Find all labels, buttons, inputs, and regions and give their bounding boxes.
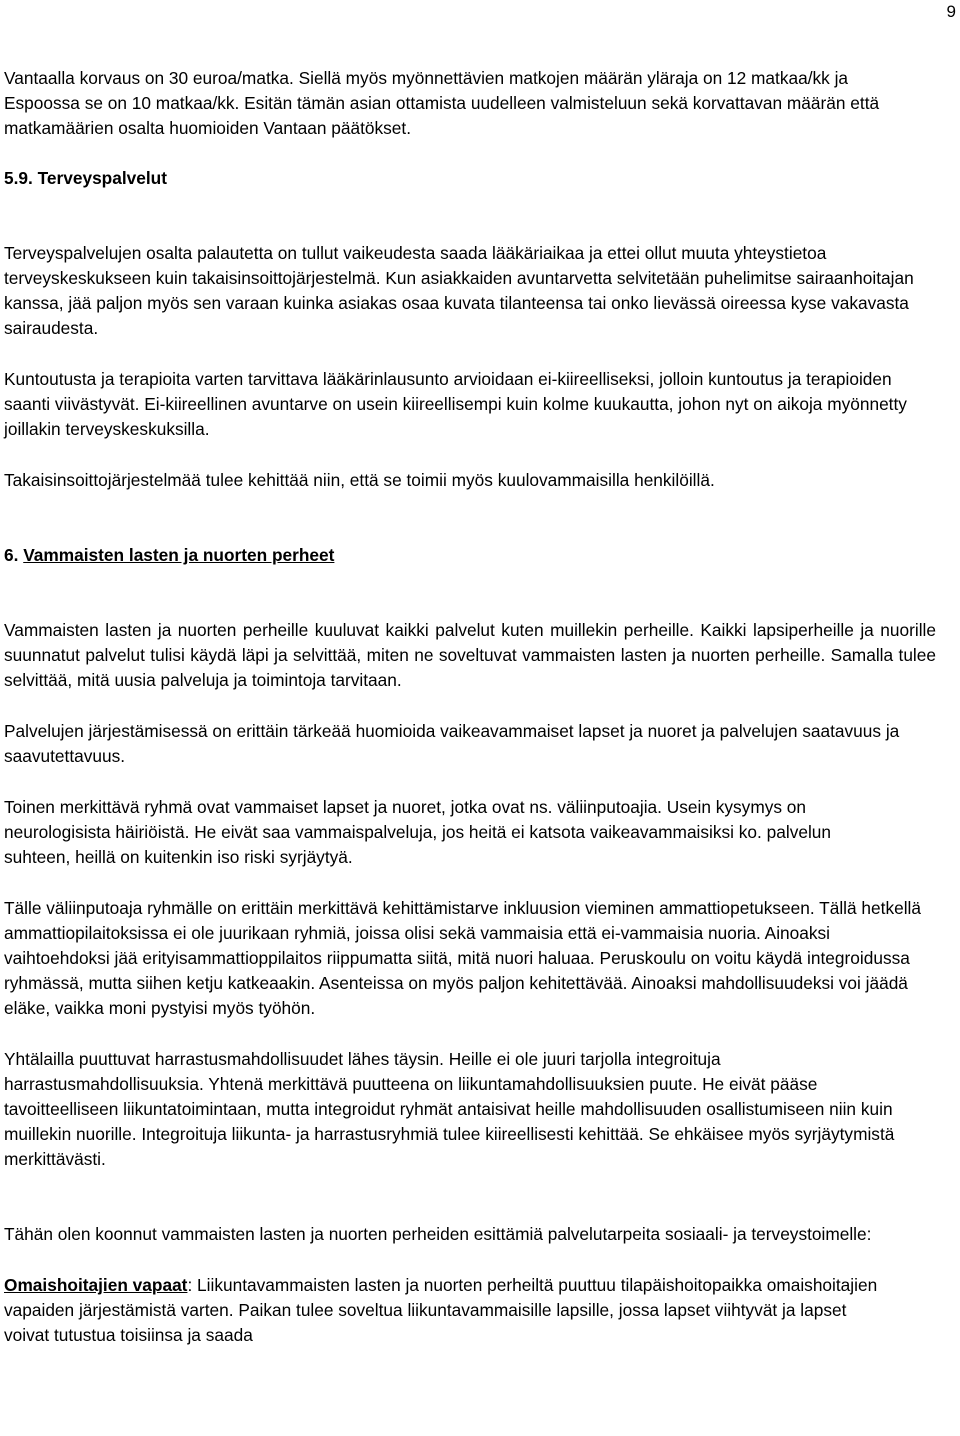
respite-label: Omaishoitajien vapaat <box>4 1275 188 1295</box>
section-heading-6 <box>4 543 936 568</box>
paragraph-intro: Vantaalla korvaus on 30 euroa/matka. Siellä myös myönnettävien matkojen määrän yläraja on 12 matkaa/kk ja Espoossa se on 10 matkaa/kk. Esitän tämän asian ottamista uudelleen valmisteluun sekä korvattavan määrän että matkamäärien osalta huomioiden Vantaan päätökset. <box>4 68 880 138</box>
section-heading-5-9: 5.9. Terveyspalvelut <box>4 168 167 188</box>
paragraph-respite <box>4 1273 894 1348</box>
respite-colon: : <box>187 1275 193 1295</box>
section-title: Vammaisten lasten ja nuorten perheet <box>23 545 335 565</box>
document-body <box>4 66 936 1348</box>
paragraph-families-6: Tähän olen koonnut vammaisten lasten ja nuorten perheiden esittämiä palvelutarpeita sosiaali- ja terveystoimelle: <box>4 1224 872 1244</box>
respite-text: Liikuntavammaisten lasten ja nuorten perheiltä puuttuu tilapäishoitopaikka omaishoitajien vapaiden järjestämistä varten. Paikan tulee soveltua liikuntavammaisille lapsille, jossa lapset viihtyvät ja lapset voivat tutustua toisiinsa ja saada <box>4 1275 878 1345</box>
paragraph-health-1: Terveyspalvelujen osalta palautetta on tullut vaikeudesta saada lääkäriaikaa ja ettei ollut muuta yhteystietoa terveyskeskukseen kuin takaisinsoittojärjestelmä. Kun asiakkaiden avuntarvetta selvitetään puhelimitse sairaanhoitajan kanssa, jää paljon myös sen varaan kuinka asiakas osaa kuvata tilanteensa tai onko lievässä oireessa kyse vakavasta sairaudesta. <box>4 243 914 338</box>
page-number: 9 <box>946 2 956 21</box>
paragraph-families-5: Yhtälailla puuttuvat harrastusmahdollisuudet lähes täysin. Heille ei ole juuri tarjolla integroituja harrastusmahdollisuuksia. Yhtenä merkittävä puutteena on liikuntamahdollisuuksien puute. He eivät pääse tavoitteelliseen liikuntatoimintaan, mutta integroidut ryhmät antaisivat heille mahdollisuuden osallistumiseen niin kuin muillekin nuorille. Integroituja liikunta- ja harrastusryhmiä tulee kiireellisesti kehittää. Se ehkäisee myös syrjäytymistä merkittävästi. <box>4 1049 895 1169</box>
section-number: 6. <box>4 545 19 565</box>
paragraph-families-2: Palvelujen järjestämisessä on erittäin tärkeää huomioida vaikeavammaiset lapset ja nuoret ja palvelujen saatavuus ja saavutettavuus. <box>4 721 900 766</box>
paragraph-health-3: Takaisinsoittojärjestelmää tulee kehittää niin, että se toimii myös kuulovammaisilla henkilöillä. <box>4 470 715 490</box>
paragraph-health-2: Kuntoutusta ja terapioita varten tarvittava lääkärinlausunto arvioidaan ei-kiireelliseksi, jolloin kuntoutus ja terapioiden saanti viivästyvät. Ei-kiireellinen avuntarve on usein kiireellisempi kuin kolme kuukautta, johon nyt on aikoja myönnetty joillakin terveyskeskuksilla. <box>4 369 907 439</box>
paragraph-families-3: Toinen merkittävä ryhmä ovat vammaiset lapset ja nuoret, jotka ovat ns. väliinputoajia. Usein kysymys on neurologisista häiriöistä. He eivät saa vammaispalveluja, jos heitä ei katsota vaikeavammaisiksi ko. palvelun suhteen, heillä on kuitenkin iso riski syrjäytyä. <box>4 797 832 867</box>
paragraph-families-4: Tälle väliinputoaja ryhmälle on erittäin merkittävä kehittämistarve inkluusion vieminen ammattiopetukseen. Tällä hetkellä ammattiopilaitoksissa ei ole juurikaan ryhmiä, joissa olisi sekä vammaisia että ei-vammaisia nuoria. Ainoaksi vaihtoehdoksi jää erityisammattioppilaitos riippumatta siitä, mitä nuori haluaa. Peruskoulu on voitu käydä integroidussa ryhmässä, mutta siihen ketju katkeaakin. Asenteissa on myös paljon kehitettävää. Ainoaksi mahdollisuudeksi voi jäädä eläke, vaikka moni pystyisi myös työhön. <box>4 898 921 1018</box>
paragraph-families-1: Vammaisten lasten ja nuorten perheille kuuluvat kaikki palvelut kuten muillekin perheille. Kaikki lapsiperheille ja nuorille suunnatut palvelut tulisi käydä läpi ja selvittää, miten ne soveltuvat vammaisten lasten ja nuorten perheille. Samalla tulee selvittää, mitä uusia palveluja ja toimintoja tarvitaan. <box>4 620 936 690</box>
